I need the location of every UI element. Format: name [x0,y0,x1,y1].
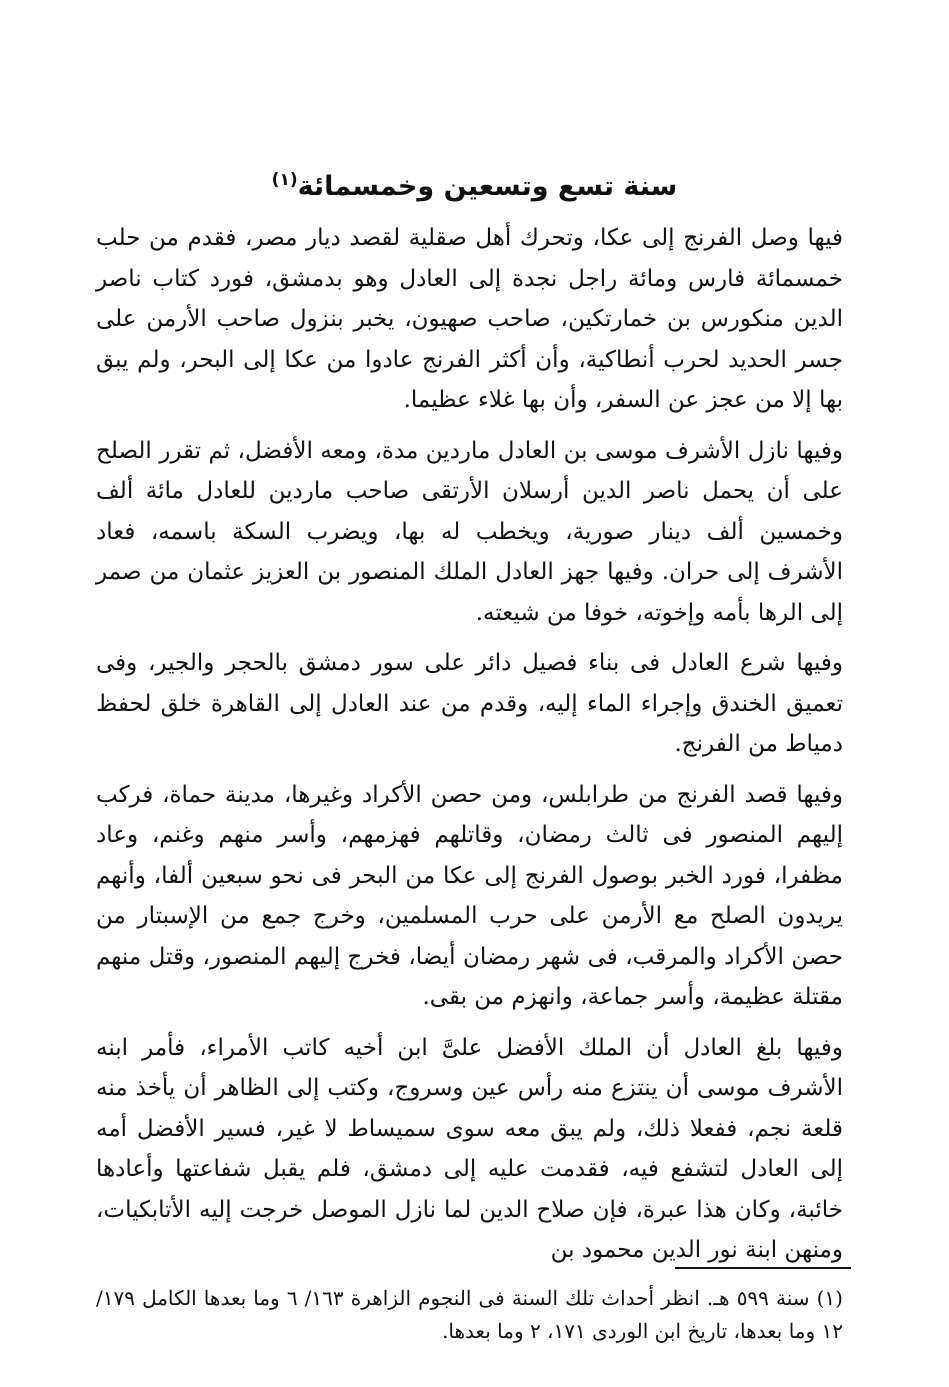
chapter-heading [0,158,949,209]
paragraph: وفيها بلغ العادل أن الملك الأفضل علىَّ ابن أخيه كاتب الأمراء، فأمر ابنه الأشرف موسى أن ينتزع منه رأس عين وسروج، وكتب إلى الظاهر أن يأخذ منه قلعة نجم، ففعلا ذلك، ولم يبق معه سوى سميساط لا غير، فسير الأفضل أمه إلى العادل لتشفع فيه، فقدمت عليه إلى دمشق، فلم يقبل شفاعتها وأعادها خائبة، وكان هذا عبرة، فإن صلاح الدين لما نازل الموصل خرجت إليه الأتابكيات، ومنهن ابنة نور الدين محمود بن [96,1034,843,1263]
footnotes [96,1282,843,1348]
paragraph: وفيها نازل الأشرف موسى بن العادل ماردين مدة، ومعه الأفضل، ثم تقرر الصلح على أن يحمل ناصر الدين أرسلان الأرتقى صاحب ماردين للعادل مائة ألف وخمسين ألف دينار صورية، ويخطب له بها، ويضرب السكة باسمه، فعاد الأشرف إلى حران. وفيها جهز العادل الملك المنصور بن العزيز عثمان من صمر إلى الرها بأمه وإخوته، خوفا من شيعته. [96,437,843,626]
paragraph: وفيها قصد الفرنج من طرابلس، ومن حصن الأكراد وغيرها، مدينة حماة، فركب إليهم المنصور فى ثالث رمضان، وقاتلهم فهزمهم، وأسر منهم وغنم، وعاد مظفرا، فورد الخبر بوصول الفرنج إلى عكا من البحر فى نحو سبعين ألفا، وأنهم يريدون الصلح مع الأرمن على حرب المسلمين، وخرج جمع من الإسبتار من حصن الأكراد والمرقب، فى شهر رمضان أيضا، فخرج إليهم المنصور، وقتل منهم مقتلة عظيمة، وأسر جماعة، وانهزم من بقى. [96,781,843,1010]
footnote: (١) سنة ٥٩٩ هـ. انظر أحداث تلك السنة فى النجوم الزاهرة ١٦٣/ ٦ وما بعدها الكامل ١٧٩/ ١٢ وما بعدها، تاريخ ابن الوردى ١٧١، ٢ وما بعدها. [96,1286,843,1343]
footnote-divider [675,1267,851,1269]
main-text [96,218,843,1281]
paragraph: وفيها شرع العادل فى بناء فصيل دائر على سور دمشق بالحجر والجير، وفى تعميق الخندق وإجراء الماء إليه، وقدم من عند العادل إلى القاهرة خلق لحفظ دمياط من الفرنج. [96,650,843,757]
paragraph: فيها وصل الفرنج إلى عكا، وتحرك أهل صقلية لقصد ديار مصر، فقدم من حلب خمسمائة فارس ومائة راجل نجدة إلى العادل وهو بدمشق، فورد كتاب ناصر الدين منكورس بن خمارتكين، صاحب صهيون، يخبر بنزول صاحب الأرمن على جسر الحديد لحرب أنطاكية، وأن أكثر الفرنج عادوا من عكا إلى البحر، ولم يبق بها إلا من عجز عن السفر، وأن بها غلاء عظيما. [96,225,843,413]
heading-title: سنة تسع وتسعين وخمسمائة [297,171,678,202]
heading-footnote-ref: (١) [271,170,298,190]
